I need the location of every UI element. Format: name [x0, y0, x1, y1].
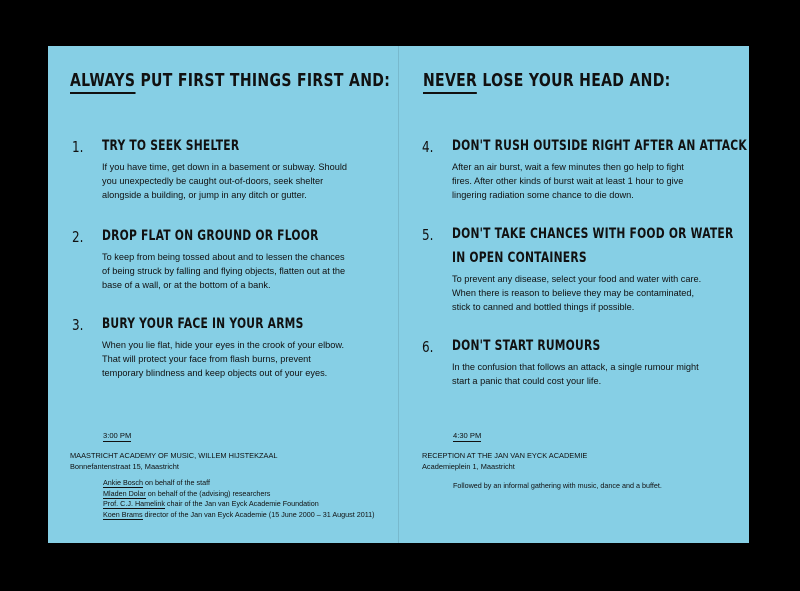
- instruction-title: DON'T RUSH OUTSIDE RIGHT AFTER AN ATTACK: [452, 138, 747, 154]
- speaker-role: on behalf of the (advising) researchers: [145, 488, 271, 498]
- instruction-title: DROP FLAT ON GROUND OR FLOOR: [102, 228, 319, 244]
- event-time: 4:30 PM: [453, 431, 482, 440]
- instruction-text: When you lie flat, hide your eyes in the crook of your elbow. That will protect your face from flash burns, prevent temporary blindness and keep objects out of your eyes.: [102, 340, 345, 378]
- instruction-number: 5.: [422, 226, 434, 244]
- right-heading-rest: LOSE YOUR HEAD AND:: [477, 70, 671, 91]
- speaker-row: [103, 499, 375, 510]
- speaker-name: Mladen Dolar: [103, 488, 146, 498]
- instruction-title-line2: IN OPEN CONTAINERS: [452, 250, 587, 266]
- instruction-text: To prevent any disease, select your food and water with care. When there is reason to believe they may be contaminated, stick to canned and bottled things if possible.: [452, 274, 702, 312]
- speaker-row: [103, 489, 375, 500]
- instruction-title: TRY TO SEEK SHELTER: [102, 138, 240, 154]
- right-heading-underlined: NEVER: [423, 70, 477, 94]
- left-heading-rest: PUT FIRST THINGS FIRST AND:: [135, 70, 391, 91]
- instruction-number: 6.: [422, 338, 434, 356]
- venue-address: Bonnefantenstraat 15, Maastricht: [70, 462, 179, 471]
- instruction-number: 2.: [72, 228, 84, 246]
- speaker-name: Prof. C.J. Hamelink: [103, 499, 165, 508]
- instruction-title: DON'T TAKE CHANCES WITH FOOD OR WATER: [452, 226, 734, 242]
- venue: [70, 450, 278, 472]
- left-heading: [70, 70, 390, 91]
- program-spread: [48, 46, 749, 543]
- instruction-text: If you have time, get down in a basement or subway. Should you unexpectedly be caught out-of-doors, seek shelter alongside a building, or jump in any ditch or gutter.: [102, 162, 347, 200]
- instruction-number: 3.: [72, 316, 84, 334]
- venue-address: Academieplein 1, Maastricht: [422, 462, 515, 471]
- instruction-text: To keep from being tossed about and to lessen the chances of being struck by falling and flying objects, flatten out at the base of a wall, or at the bottom of a bank.: [102, 252, 346, 290]
- left-page: [48, 46, 398, 543]
- event-time: 3:00 PM: [103, 431, 132, 440]
- speaker-role: chair of the Jan van Eyck Academie Foundation: [164, 499, 319, 508]
- speaker-list: [103, 478, 375, 520]
- speaker-name: Koen Brams: [103, 509, 143, 519]
- instruction-number: 1.: [72, 138, 84, 156]
- instruction-text: After an air burst, wait a few minutes then go help to fight fires. After other kinds of burst wait at least 1 hour to give lingering radiation some chance to die down.: [452, 162, 684, 200]
- left-heading-underlined: ALWAYS: [70, 70, 135, 94]
- right-heading: [423, 70, 671, 91]
- venue-name: RECEPTION AT THE JAN VAN EYCK ACADEMIE: [422, 451, 588, 460]
- venue-name: MAASTRICHT ACADEMY OF MUSIC, WILLEM HIJSTEKZAAL: [70, 451, 278, 460]
- instruction-title: DON'T START RUMOURS: [452, 338, 601, 354]
- speaker-role: director of the Jan van Eyck Academie (15 June 2000 – 31 August 2011): [142, 509, 375, 519]
- speaker-row: [103, 510, 375, 521]
- speaker-role: on behalf of the staff: [142, 478, 210, 487]
- right-page: [399, 46, 749, 543]
- venue: [422, 450, 587, 472]
- followup-note: Followed by an informal gathering with music, dance and a buffet.: [453, 481, 662, 490]
- speaker-row: [103, 478, 375, 489]
- instruction-number: 4.: [422, 138, 434, 156]
- instruction-title: BURY YOUR FACE IN YOUR ARMS: [102, 316, 304, 332]
- instruction-text: In the confusion that follows an attack, a single rumour might start a panic that could cost your life.: [452, 362, 699, 386]
- speaker-name: Ankie Bosch: [103, 478, 143, 487]
